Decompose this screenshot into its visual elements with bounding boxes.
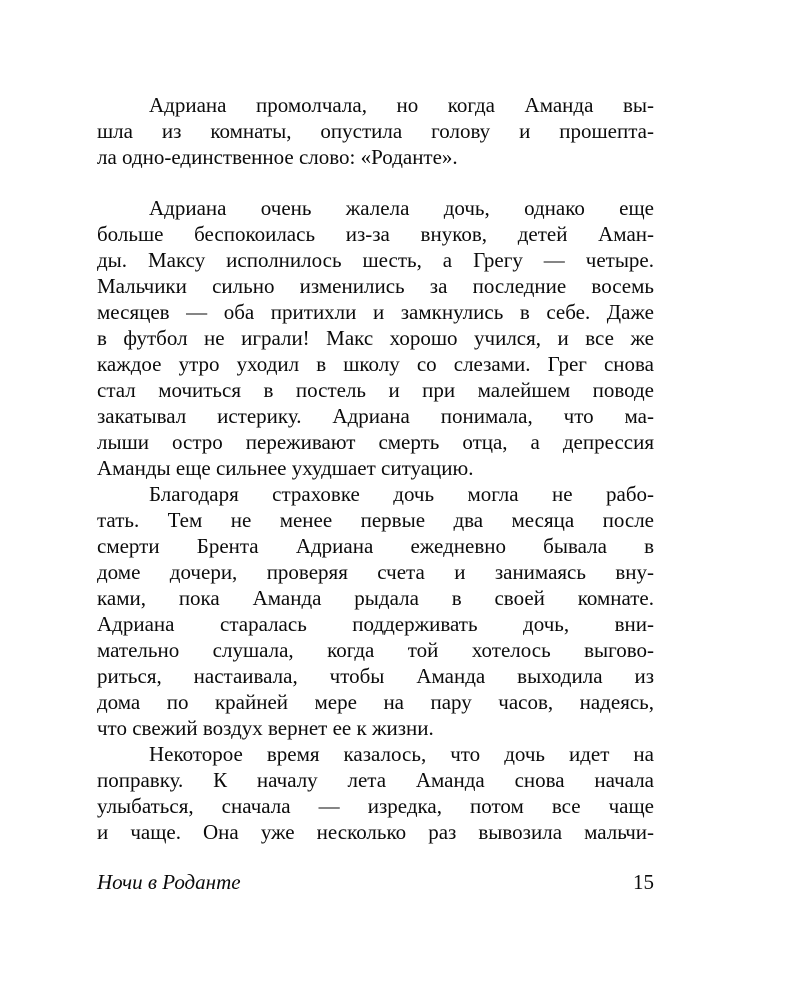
text-line: больше беспокоилась из-за внуков, детей Аман- bbox=[97, 222, 654, 246]
text-line: Адриана старалась поддерживать дочь, вни- bbox=[97, 612, 654, 636]
text-line: в футбол не играли! Макс хорошо учился, и все же bbox=[97, 326, 654, 350]
text-line: стал мочиться в постель и при малейшем поводе bbox=[97, 378, 654, 402]
text-line: тать. Тем не менее первые два месяца после bbox=[97, 508, 654, 532]
text-line: поправку. К началу лета Аманда снова начала bbox=[97, 768, 654, 792]
text-line: ла одно-единственное слово: «Роданте». bbox=[97, 145, 458, 169]
footer-page-number: 15 bbox=[633, 870, 654, 894]
text-line: закатывал истерику. Адриана понимала, что ма- bbox=[97, 404, 654, 428]
text-line: доме дочери, проверяя счета и занимаясь вну- bbox=[97, 560, 654, 584]
text-line: Аманды еще сильнее ухудшает ситуацию. bbox=[97, 456, 474, 480]
text-line: месяцев — оба притихли и замкнулись в себе. Даже bbox=[97, 300, 654, 324]
text-line: Адриана промолчала, но когда Аманда вы- bbox=[149, 93, 654, 117]
text-line: Благодаря страховке дочь могла не рабо- bbox=[149, 482, 654, 506]
text-line: мательно слушала, когда той хотелось выгово- bbox=[97, 638, 654, 662]
text-line: Некоторое время казалось, что дочь идет на bbox=[149, 742, 654, 766]
paragraph bbox=[97, 92, 654, 170]
text-line: риться, настаивала, чтобы Аманда выходила из bbox=[97, 664, 654, 688]
text-line: дома по крайней мере на пару часов, надеясь, bbox=[97, 690, 654, 714]
page-footer bbox=[97, 869, 654, 895]
footer-book-title: Ночи в Роданте bbox=[97, 870, 241, 894]
page-body bbox=[97, 92, 654, 845]
paragraph bbox=[97, 195, 654, 481]
text-line: ками, пока Аманда рыдала в своей комнате. bbox=[97, 586, 654, 610]
paragraph bbox=[97, 481, 654, 741]
text-line: смерти Брента Адриана ежедневно бывала в bbox=[97, 534, 654, 558]
text-line: Адриана очень жалела дочь, однако еще bbox=[149, 196, 654, 220]
text-line: каждое утро уходил в школу со слезами. Грег снова bbox=[97, 352, 654, 376]
text-line: что свежий воздух вернет ее к жизни. bbox=[97, 716, 434, 740]
text-line: улыбаться, сначала — изредка, потом все чаще bbox=[97, 794, 654, 818]
text-line: лыши остро переживают смерть отца, а депрессия bbox=[97, 430, 654, 454]
text-line: ды. Максу исполнилось шесть, а Грегу — четыре. bbox=[97, 248, 654, 272]
paragraph bbox=[97, 741, 654, 845]
text-line: и чаще. Она уже несколько раз вывозила мальчи- bbox=[97, 820, 654, 844]
text-line: шла из комнаты, опустила голову и прошепта- bbox=[97, 119, 654, 143]
text-line: Мальчики сильно изменились за последние восемь bbox=[97, 274, 654, 298]
